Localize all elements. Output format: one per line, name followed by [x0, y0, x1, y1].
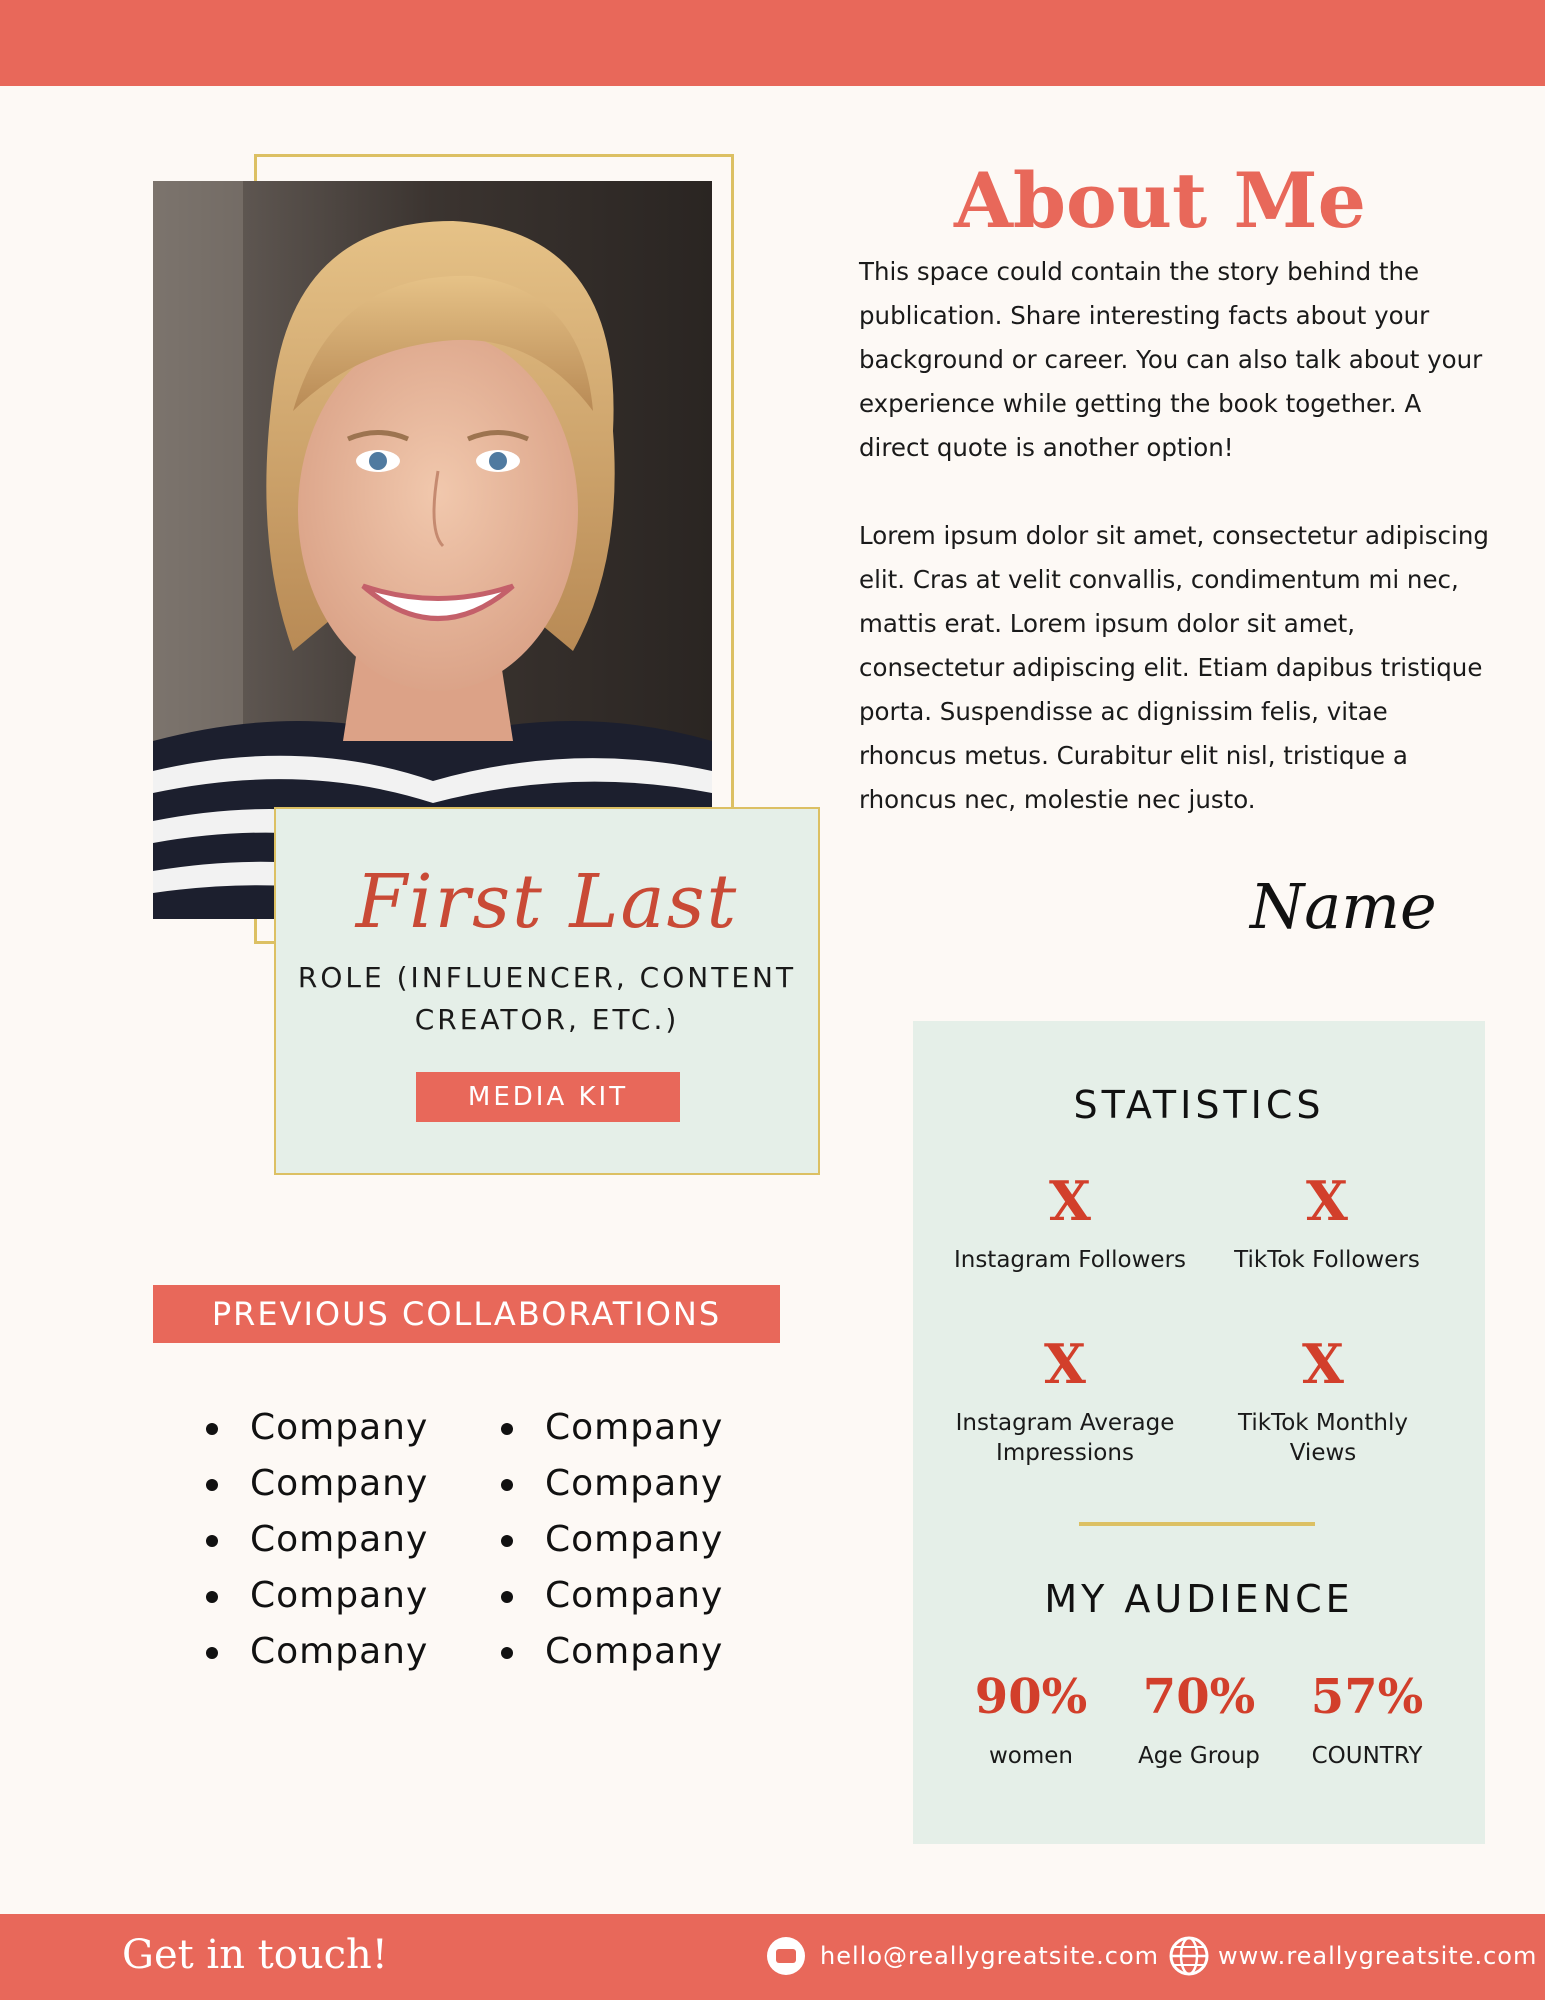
stat-instagram-followers: [940, 1171, 1200, 1275]
divider: [1079, 1522, 1315, 1526]
profile-role-line: CREATOR, ETC.): [414, 1003, 680, 1036]
chat-bubble-icon: [766, 1936, 806, 1976]
stat-label: TikTok Followers: [1234, 1247, 1420, 1273]
collaborations-title: PREVIOUS COLLABORATIONS: [153, 1285, 780, 1343]
about-title: About Me: [953, 156, 1367, 245]
audience-value: 57%: [1310, 1669, 1424, 1725]
list-item: Company: [204, 1512, 428, 1568]
list-item: Company: [499, 1568, 723, 1624]
footer-cta: Get in touch!: [122, 1932, 388, 1978]
list-item: Company: [499, 1400, 723, 1456]
collaborations-list: [204, 1400, 428, 1680]
audience-label: Age Group: [1138, 1743, 1260, 1769]
audience-item-women: [946, 1669, 1116, 1769]
stat-tiktok-views: [1193, 1334, 1453, 1468]
about-paragraph: Lorem ipsum dolor sit amet, consectetur adipiscing elit. Cras at velit convallis, condimentum mi nec, mattis erat. Lorem ipsum dolor sit amet, consectetur adipiscing elit. Etiam dapibus tristique porta. Suspendisse ac dignissim felis, vitae rhoncus metus. Curabitur elit nisl, tristique a rhoncus nec, molestie nec justo.: [859, 521, 1489, 814]
about-body: [859, 250, 1489, 866]
stat-label-line: Impressions: [996, 1440, 1134, 1466]
stat-value: X: [1044, 1332, 1086, 1396]
stat-value: X: [1049, 1169, 1091, 1233]
profile-role-line: ROLE (INFLUENCER, CONTENT: [297, 961, 797, 994]
stat-instagram-impressions: [935, 1334, 1195, 1468]
audience-item-country: [1282, 1669, 1452, 1769]
profile-name: First Last: [355, 859, 739, 945]
list-item: Company: [204, 1400, 428, 1456]
globe-icon: [1169, 1936, 1209, 1976]
stat-value: X: [1302, 1332, 1344, 1396]
footer: [0, 1914, 1545, 2000]
audience-label: women: [988, 1743, 1073, 1769]
list-item: Company: [499, 1624, 723, 1680]
profile-card: [274, 807, 820, 1175]
collaborations-list: [499, 1400, 723, 1680]
list-item: Company: [204, 1456, 428, 1512]
statistics-panel: [913, 1021, 1485, 1844]
audience-value: 90%: [974, 1669, 1088, 1725]
audience-title: MY AUDIENCE: [1044, 1577, 1354, 1621]
list-item: Company: [204, 1624, 428, 1680]
media-kit-button[interactable]: MEDIA KIT: [416, 1072, 680, 1122]
stat-value: X: [1306, 1169, 1348, 1233]
audience-label: COUNTRY: [1311, 1743, 1423, 1769]
audience-item-age: [1114, 1669, 1284, 1769]
stat-label: [1193, 1408, 1453, 1468]
stat-label-line: TikTok Monthly: [1238, 1410, 1408, 1436]
signature: Name: [1250, 870, 1437, 943]
profile-role: [276, 957, 818, 1041]
list-item: Company: [499, 1456, 723, 1512]
stat-label: [935, 1408, 1195, 1468]
stat-label-line: Views: [1289, 1440, 1357, 1466]
statistics-title: STATISTICS: [1073, 1083, 1325, 1127]
stat-label: Instagram Followers: [953, 1247, 1187, 1273]
website-link[interactable]: www.reallygreatsite.com: [1218, 1942, 1538, 1970]
list-item: Company: [499, 1512, 723, 1568]
about-paragraph: This space could contain the story behind the publication. Share interesting facts about your background or career. You can also talk about your experience while getting the book together. A direct quote is another option!: [859, 257, 1483, 462]
email-link[interactable]: hello@reallygreatsite.com: [820, 1942, 1160, 1970]
top-accent-bar: [0, 0, 1545, 86]
audience-value: 70%: [1142, 1669, 1256, 1725]
list-item: Company: [204, 1568, 428, 1624]
stat-label-line: Instagram Average: [955, 1410, 1175, 1436]
stat-tiktok-followers: [1197, 1171, 1457, 1275]
